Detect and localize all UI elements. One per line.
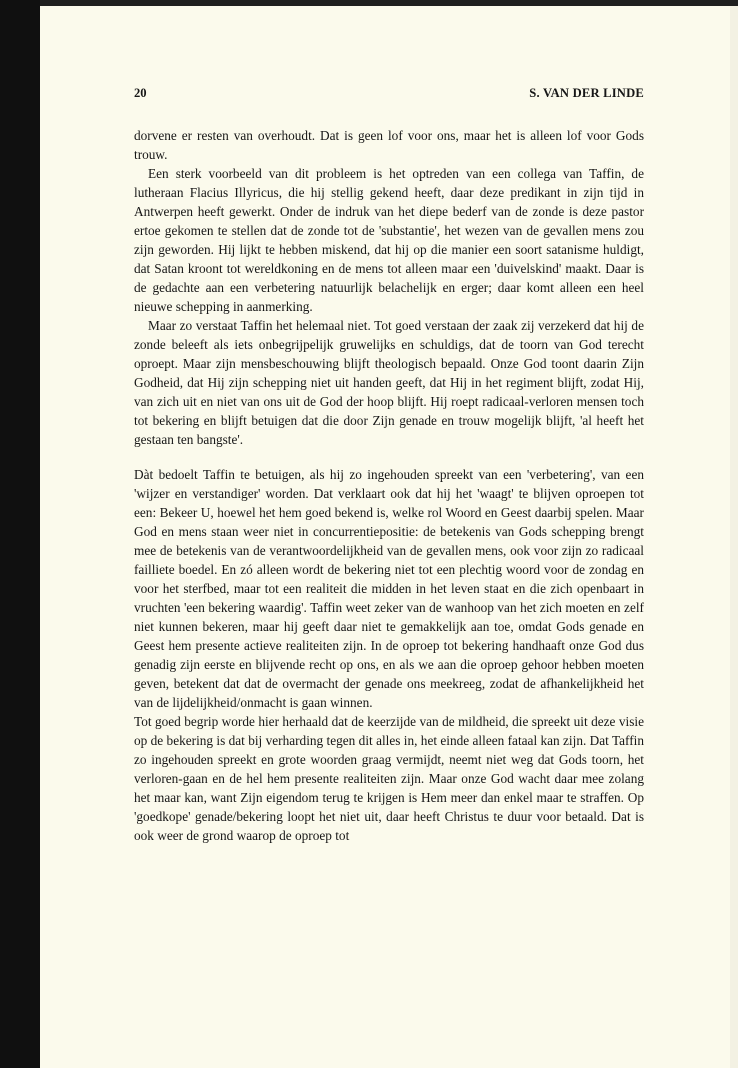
paragraph-2: Een sterk voorbeeld van dit probleem is het optreden van een collega van Taffin, de lutheraan Flacius Illyricus, die hij stellig gekend heeft, daar deze predikant in zijn tijd in Antwerpen heeft gewerkt. Onder de indruk van het diepe bederf van de zonde is deze pastor ertoe gekomen te stellen dat de zonde tot de 'substantie', het wezen van de gevallen mens zou zijn geworden. Hij lijkt te hebben miskend, dat hij op die manier een soort satanisme huldigt, dat Satan kroont tot wereldkoning en de mens tot alleen maar een 'duivelskind' maakt. Daar is de gedachte aan een verbetering natuurlijk belachelijk en erger; daar komt alleen een heel nieuwe schepping in aanmerking. xyxy=(134,166,644,314)
page-header xyxy=(134,84,644,102)
paragraph-5: Tot goed begrip worde hier herhaald dat de keerzijde van de mildheid, die spreekt uit deze visie op de bekering is dat bij verharding tegen dit alles in, het einde alleen fataal kan zijn. Dat Taffin zo ingehouden spreekt en grote woorden graag vermijdt, neemt niet weg dat Gods toorn, het verloren-gaan en de hel hem presente realiteiten zijn. Maar onze God wacht daar mee zolang het maar kan, want Zijn eigendom terug te krijgen is Hem meer dan enkel maar te straffen. Op 'goedkope' genade/bekering loopt het niet uit, daar heeft Christus te duur voor betaald. Dat is ook weer de grond waarop de oproep tot xyxy=(134,714,644,843)
paragraph-1: dorvene er resten van overhoudt. Dat is geen lof voor ons, maar het is alleen lof voor Gods trouw. xyxy=(134,128,644,162)
scan-top-edge xyxy=(0,0,738,6)
page-number: 20 xyxy=(134,86,147,100)
paragraph-3: Maar zo verstaat Taffin het helemaal niet. Tot goed verstaan der zaak zij verzekerd dat hij de zonde beleeft als iets onbegrijpelijk gruwelijks en schuldigs, dat de toorn van God terecht oproept. Maar zijn mensbeschouwing blijft theologisch bepaald. Onze God toont daarin Zijn Godheid, dat Hij zijn schepping niet uit handen geeft, dat Hij in het regiment blijft, zodat Hij, van zich uit en niet van ons uit de God der hoop blijft. Hij roept radicaal-verloren mensen toch tot bekering en blijft betuigen dat die door Zijn genade en trouw mogelijk blijft, 'al heeft het gestaan ten bangste'. xyxy=(134,318,644,447)
running-head: S. VAN DER LINDE xyxy=(529,86,644,100)
scan-right-edge xyxy=(730,6,738,1068)
scan-left-edge xyxy=(0,0,40,1068)
page-content xyxy=(134,84,644,845)
body-text xyxy=(134,126,644,845)
paragraph-4: Dàt bedoelt Taffin te betuigen, als hij zo ingehouden spreekt van een 'verbetering', van een 'wijzer en verstandiger' worden. Dat verklaart ook dat hij het 'waagt' te blijven oproepen tot een: Bekeer U, hoewel het hem goed bekend is, welke rol Woord en Geest daarbij spelen. Maar God en mens staan weer niet in concurrentiepositie: de betekenis van Gods schepping brengt mee de betekenis van de verantwoordelijkheid van de gevallen mens, ook voor zijn zo radicaal failliete boedel. En zó alleen wordt de bekering niet tot een plechtig woord voor de zondag en voor het sterfbed, maar tot een realiteit die midden in het leven staat en die zich openbaart in vruchten 'een bekering waardig'. Taffin weet zeker van de wanhoop van het zich moeten en zelf niet kunnen bekeren, maar hij geeft daar niet te gemakkelijk aan toe, omdat Gods genade en Geest hem presente actieve realiteiten zijn. In de oproep tot bekering handhaaft onze God dus genadig zijn eerste en blijvende recht op ons, en als we aan die oproep gehoor hebben moeten geven, betekent dat dat de overmacht der genade ons meekreeg, zodat de afhankelijkheid het van de lijdelijkheid/onmacht is gaan winnen. xyxy=(134,467,644,710)
